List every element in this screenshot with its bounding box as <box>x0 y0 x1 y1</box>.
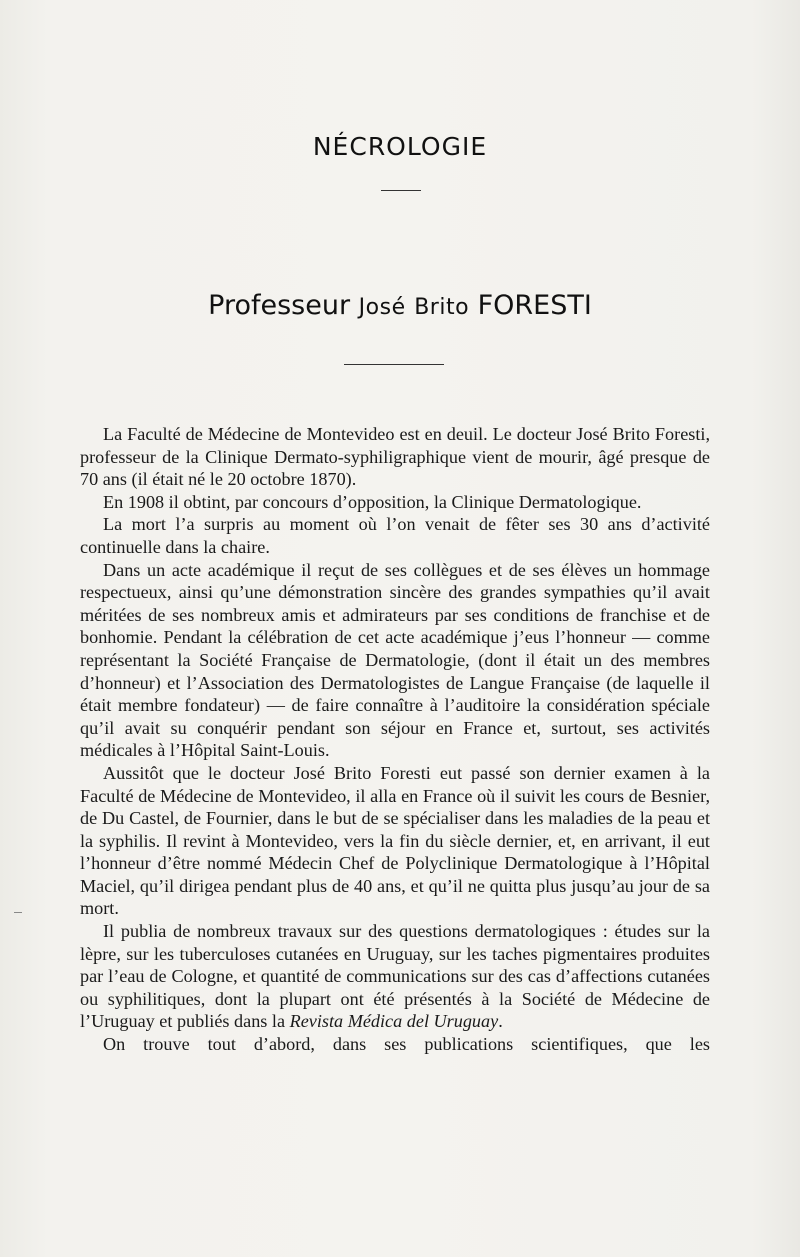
title-first-name: José <box>358 295 406 320</box>
title-middle-name: Brito <box>414 295 470 320</box>
paragraph-last-line: On trouve tout d’abord, dans ses publications scientifiques, que les <box>103 1034 710 1055</box>
journal-title: Revista Médica del Uruguay <box>289 1011 499 1032</box>
title-prefix: Professeur <box>208 290 351 321</box>
paragraph: La Faculté de Médecine de Montevideo est en deuil. Le docteur José Brito Foresti, professeur de la Clinique Dermato-syphiligraphique vient de mourir, âgé presque de 70 ans (il était né le 20 octobre 1870). <box>80 424 710 490</box>
paragraph: Aussitôt que le docteur José Brito Foresti eut passé son dernier examen à la Faculté de Médecine de Montevideo, il alla en France où il suivit les cours de Besnier, de Du Castel, de Fournier, dans le but de se spécialiser dans les maladies de la peau et la syphilis. Il revint à Montevideo, vers la fin du siècle dernier, et, en arrivant, il eut l’honneur d’être nommé Médecin Chef de Polyclinique Dermatologique à l’Hôpital Maciel, qu’il dirigea pendant plus de 40 ans, et qu’il ne quitta plus jusqu’au jour de sa mort. <box>80 762 710 919</box>
paragraph <box>80 920 710 1033</box>
paragraph-end: . <box>498 1011 503 1032</box>
title-surname: FORESTI <box>477 290 592 321</box>
title-divider-rule <box>344 364 444 365</box>
section-heading: NÉCROLOGIE <box>312 132 488 161</box>
paragraph: La mort l’a surpris au moment où l’on venait de fêter ses 30 ans d’activité continuelle dans la chaire. <box>80 514 710 557</box>
divider-rule <box>381 190 421 191</box>
article-body <box>80 423 710 1056</box>
paragraph-text: Il publia de nombreux travaux sur des questions dermatologiques : études sur la lèpre, sur les tuberculoses cutanées en Uruguay, sur les taches pigmentaires produites par l’eau de Cologne, et quantité de communications sur des cas d’affections cutanées ou syphilitiques, dont la plupart ont été présentés à la Société de Médecine de l’Uruguay et publiés dans la <box>80 921 710 1032</box>
margin-mark <box>14 912 22 913</box>
article-title <box>0 290 800 321</box>
paragraph: Dans un acte académique il reçut de ses collègues et de ses élèves un hommage respectueux, ainsi qu’une démonstration sincère des grandes sympathies qu’il avait méritées de ses nombreux amis et admirateurs par ses conditions de franchise et de bonhomie. Pendant la célébration de cet acte académique j’eus l’honneur — comme représentant la Société Française de Dermatologie, (dont il était un des membres d’honneur) et l’Association des Dermatologistes de Langue Française (de laquelle il était membre fondateur) — de faire connaître à l’auditoire la considération spéciale qu’il avait su conquérir pendant son séjour en France et, surtout, ses activités médicales à l’Hôpital Saint-Louis. <box>80 559 710 761</box>
paragraph: En 1908 il obtint, par concours d’opposition, la Clinique Dermatologique. <box>103 491 642 512</box>
